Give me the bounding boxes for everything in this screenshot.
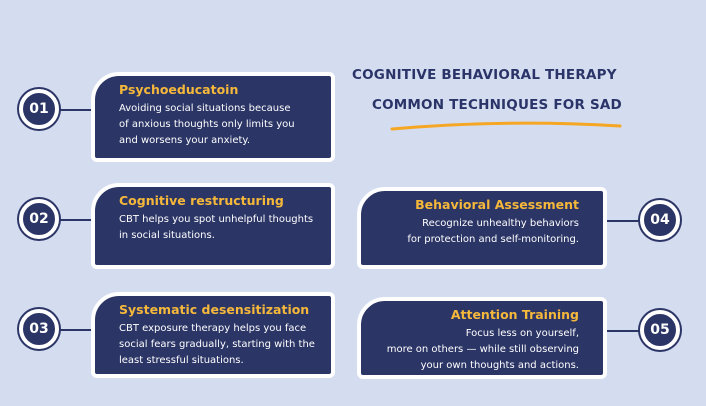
connector-4: [604, 220, 640, 222]
technique-description: [119, 321, 319, 369]
description-line: social fears gradually, starting with the: [119, 339, 315, 350]
title-underline: [390, 118, 622, 136]
description-line: for protection and self-monitoring.: [407, 234, 579, 245]
title-line-1: COGNITIVE BEHAVIORAL THERAPY: [352, 67, 617, 83]
number-badge-5: 05: [640, 310, 680, 350]
connector-2: [58, 219, 94, 221]
description-line: in social situations.: [119, 230, 215, 241]
description-line: and worsens your anxiety.: [119, 135, 251, 146]
description-line: CBT exposure therapy helps you face: [119, 323, 307, 334]
technique-heading: Behavioral Assessment: [415, 197, 579, 212]
number-badge-1: 01: [19, 89, 59, 129]
number-badge-4: 04: [640, 200, 680, 240]
description-line: least stressful situations.: [119, 355, 244, 366]
connector-5: [604, 330, 640, 332]
technique-heading: Cognitive restructuring: [119, 193, 284, 208]
technique-card-1: [91, 72, 335, 162]
description-line: CBT helps you spot unhelpful thoughts: [119, 214, 314, 225]
description-line: your own thoughts and actions.: [420, 360, 579, 371]
technique-card-3: [91, 292, 335, 378]
technique-card-4: [357, 187, 607, 269]
technique-card-5: [357, 297, 607, 379]
number-badge-2: 02: [19, 199, 59, 239]
description-line: Focus less on yourself,: [465, 328, 579, 339]
title-line-2: COMMON TECHNIQUES FOR SAD: [372, 97, 622, 113]
technique-description: [375, 216, 579, 248]
technique-card-2: [91, 183, 335, 269]
technique-heading: Attention Training: [450, 307, 579, 322]
technique-description: [375, 326, 579, 374]
connector-3: [58, 329, 94, 331]
description-line: Avoiding social situations because: [119, 103, 291, 114]
description-line: more on others — while still observing: [386, 344, 579, 355]
technique-heading: Systematic desensitization: [119, 302, 310, 317]
connector-1: [58, 109, 94, 111]
description-line: Recognize unhealthy behaviors: [422, 218, 579, 229]
technique-description: [119, 101, 319, 149]
number-badge-3: 03: [19, 309, 59, 349]
description-line: of anxious thoughts only limits you: [119, 119, 295, 130]
technique-description: [119, 212, 319, 244]
technique-heading: Psychoeducatoin: [119, 82, 239, 97]
